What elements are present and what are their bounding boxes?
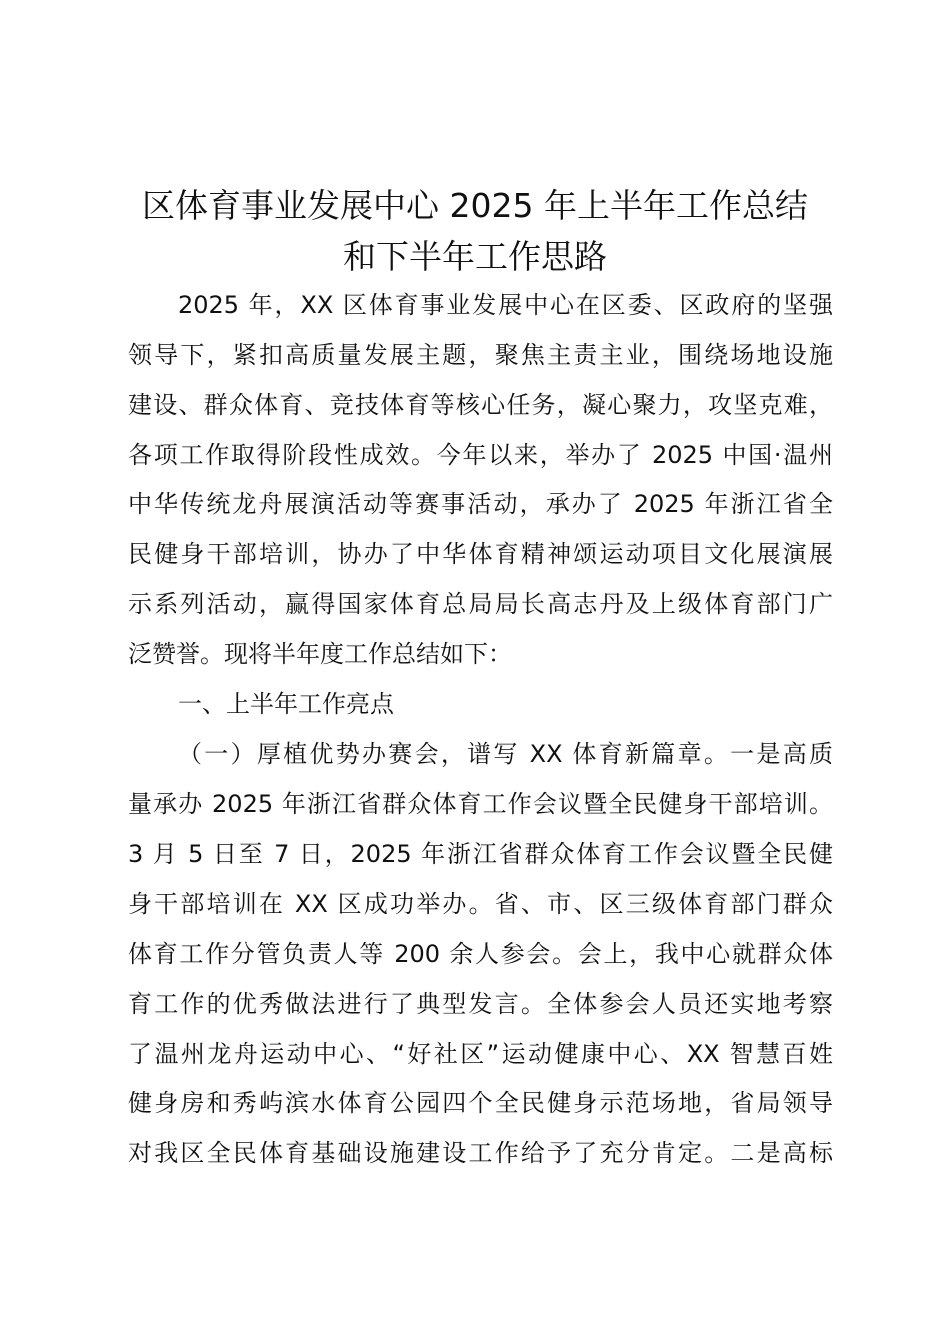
paragraph-line: 身干部培训在 XX 区成功举办。省、市、区三级体育部门群众 bbox=[128, 890, 833, 918]
document-title-line-2: 和下半年工作思路 bbox=[343, 237, 607, 276]
paragraph-line: 育工作的优秀做法进行了典型发言。全体参会人员还实地考察 bbox=[128, 990, 833, 1018]
paragraph-line: 体育工作分管负责人等 200 余人参会。会上，我中心就群众体 bbox=[128, 940, 833, 968]
paragraph-line: 量承办 2025 年浙江省群众体育工作会议暨全民健身干部培训。 bbox=[128, 790, 833, 818]
paragraph-line: 各项工作取得阶段性成效。今年以来，举办了 2025 中国·温州 bbox=[128, 441, 833, 469]
paragraph-line: （一）厚植优势办赛会，谱写 XX 体育新篇章。一是高质 bbox=[178, 740, 833, 768]
paragraph-line: 2025 年，XX 区体育事业发展中心在区委、区政府的坚强 bbox=[178, 291, 833, 319]
paragraph-line: 对我区全民体育基础设施建设工作给予了充分肯定。二是高标 bbox=[128, 1139, 833, 1167]
paragraph-line: 健身房和秀屿滨水体育公园四个全民健身示范场地，省局领导 bbox=[128, 1089, 833, 1117]
paragraph-line: 了温州龙舟运动中心、“好社区”运动健康中心、XX 智慧百姓 bbox=[128, 1040, 833, 1068]
paragraph-line: 3 月 5 日至 7 日，2025 年浙江省群众体育工作会议暨全民健 bbox=[128, 840, 833, 868]
paragraph-line: 建设、群众体育、竞技体育等核心任务，凝心聚力，攻坚克难， bbox=[128, 391, 833, 419]
document-title-line-1: 区体育事业发展中心 2025 年上半年工作总结 bbox=[142, 186, 808, 225]
paragraph-line: 示系列活动，赢得国家体育总局局长高志丹及上级体育部门广 bbox=[128, 590, 833, 618]
paragraph-line: 泛赞誉。现将半年度工作总结如下： bbox=[128, 640, 512, 668]
paragraph-line: 中华传统龙舟展演活动等赛事活动，承办了 2025 年浙江省全 bbox=[128, 490, 833, 518]
paragraph-line: 领导下，紧扣高质量发展主题，聚焦主责主业，围绕场地设施 bbox=[128, 341, 833, 369]
paragraph-line: 民健身干部培训，协办了中华体育精神颂运动项目文化展演展 bbox=[128, 540, 833, 568]
section-heading: 一、上半年工作亮点 bbox=[178, 690, 394, 718]
